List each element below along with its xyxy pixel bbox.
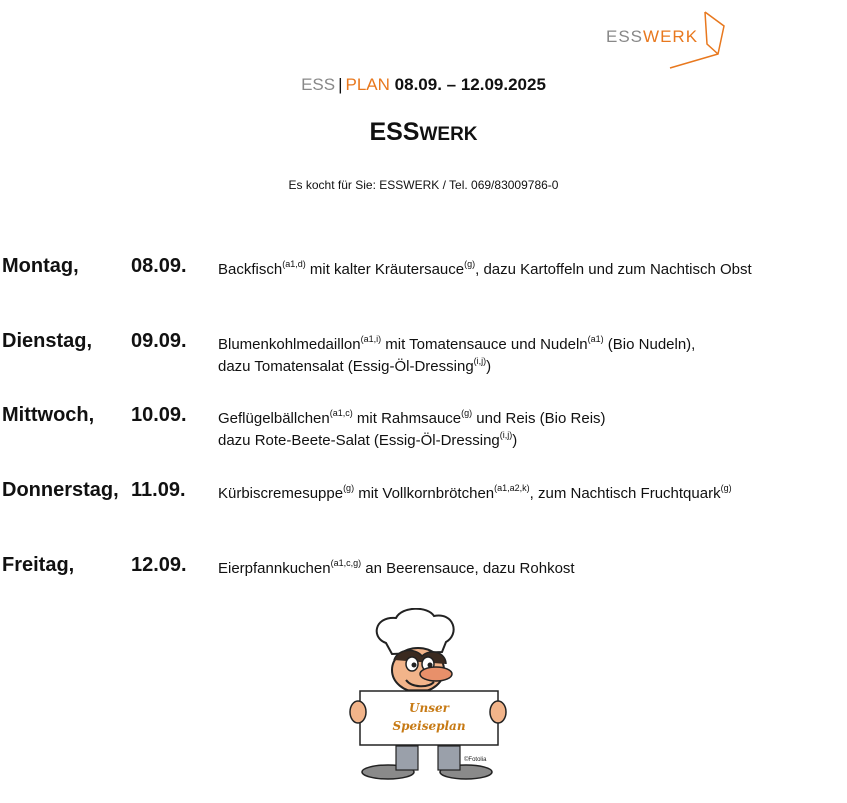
meal-text: mit kalter Kräutersauce (305, 261, 465, 278)
meal-text: dazu Tomatensalat (Essig-Öl-Dressing (218, 358, 474, 375)
meal-text: und Reis (Bio Reis) (472, 410, 606, 427)
allergen-code: (a1,c,g) (330, 558, 362, 568)
plan-header: ESS | PLAN 08.09. – 12.09.2025 (301, 75, 546, 94)
credit: ©Fotolia (464, 757, 487, 763)
meal-line (218, 408, 606, 430)
day-date: 10.09. (131, 404, 187, 426)
allergen-code: (g) (343, 483, 355, 493)
meal-text: Backfisch (218, 261, 283, 278)
meal-text: , zum Nachtisch Fruchtquark (529, 485, 721, 502)
meal-line (218, 356, 695, 378)
meal-description (218, 408, 606, 452)
meal-line (218, 558, 575, 580)
meal-line (218, 430, 606, 452)
allergen-code: (a1) (587, 334, 604, 344)
meal-description (218, 558, 575, 580)
meal-line (218, 259, 752, 281)
meal-text: Eierpfannkuchen (218, 560, 331, 577)
meal-text: , dazu Kartoffeln und zum Nachtisch Obst (475, 261, 752, 278)
meal-line (218, 483, 732, 505)
allergen-code: (a1,d) (282, 259, 306, 269)
cook-info: Es kocht für Sie: ESSWERK / Tel. 069/83009786-0 (288, 178, 559, 192)
meal-text: ) (512, 432, 518, 449)
day-date: 11.09. (131, 479, 186, 501)
meal-text: dazu Rote-Beete-Salat (Essig-Öl-Dressing (218, 432, 500, 449)
meal-text: an Beerensauce, dazu Rohkost (361, 560, 575, 577)
logo-text: ESSWERK (606, 27, 699, 46)
page-title: ESSWERK (369, 118, 478, 146)
day-name: Donnerstag, (2, 479, 119, 501)
meal-text: Geflügelbällchen (218, 410, 330, 427)
day-name: Freitag, (2, 554, 75, 576)
meal-description (218, 259, 752, 281)
sign-line2: Speiseplan (392, 719, 466, 733)
meal-text: ) (486, 358, 492, 375)
meal-text: Blumenkohlmedaillon (218, 336, 361, 353)
meal-description (218, 334, 695, 378)
day-date: 09.09. (131, 330, 187, 352)
allergen-code: (g) (720, 483, 732, 493)
meal-text: mit Rahmsauce (352, 410, 462, 427)
allergen-code: (a1,i) (360, 334, 382, 344)
allergen-code: (i,j) (499, 430, 513, 440)
day-name: Dienstag, (2, 330, 93, 352)
allergen-code: (a1,c) (329, 408, 353, 418)
meal-line (218, 334, 695, 356)
chef-illustration (346, 608, 512, 783)
meal-text: (Bio Nudeln), (603, 336, 696, 353)
esswerk-logo (604, 10, 734, 70)
logo-door-icon (668, 10, 734, 70)
meal-text: mit Vollkornbrötchen (354, 485, 495, 502)
allergen-code: (g) (464, 259, 476, 269)
day-date: 12.09. (131, 554, 187, 576)
allergen-code: (g) (461, 408, 473, 418)
allergen-code: (i,j) (473, 356, 487, 366)
meal-description (218, 483, 732, 505)
meal-text: mit Tomatensauce und Nudeln (381, 336, 588, 353)
meal-text: Kürbiscremesuppe (218, 485, 344, 502)
day-name: Mittwoch, (2, 404, 95, 426)
allergen-code: (a1,a2,k) (494, 483, 530, 493)
plan-dates: 08.09. – 12.09.2025 (394, 75, 546, 94)
day-date: 08.09. (131, 255, 187, 277)
day-name: Montag, (2, 255, 79, 277)
sign-line1: Unser (409, 701, 449, 715)
